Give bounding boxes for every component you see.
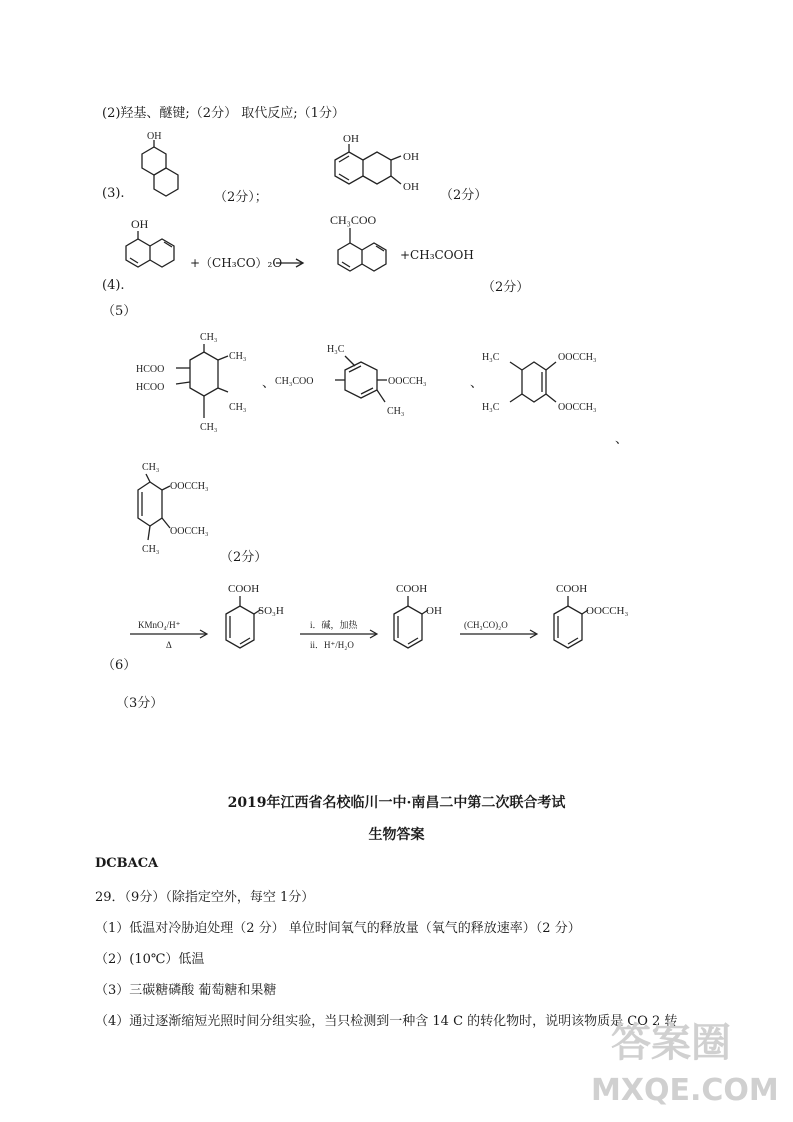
svg-text:OH: OH (403, 151, 419, 163)
svg-text:OOCCH₃: OOCCH₃ (558, 352, 597, 363)
chem-q5-label: （5） (102, 304, 137, 319)
svg-text:CH₃: CH₃ (200, 422, 218, 433)
dihydronaphthol-reactant-structure (118, 214, 188, 288)
svg-text:HCOO: HCOO (136, 382, 165, 393)
sulfobenzoic-acid-structure (212, 580, 297, 674)
isomer-2-structure (275, 340, 465, 429)
svg-text:CH₃: CH₃ (229, 351, 247, 362)
bio-answer-4: （4）通过逐渐缩短光照时间分组实验，当只检测到一种含 14 C 的转化物时，说明该物质是 CO 2 转 (95, 1014, 678, 1029)
chem-q3-score-a: （2分）； (214, 190, 268, 205)
salicylic-acid-structure (380, 580, 460, 674)
svg-text:KMnO₄/H⁺: KMnO₄/H⁺ (138, 620, 181, 630)
chem-q4-reagent: +（CH₃CO）₂O (190, 256, 283, 270)
svg-text:OH: OH (131, 217, 149, 231)
svg-text:OH: OH (147, 132, 162, 142)
chem-q6-label: （6） (102, 658, 137, 673)
isomer-separator-3: 、 (615, 432, 629, 447)
svg-text:H₃C: H₃C (482, 402, 500, 413)
svg-text:HCOO: HCOO (136, 364, 165, 375)
bio-answer-1: （1）低温对冷胁迫处理（2 分） 单位时间氧气的释放量（氧气的释放速率）（2 分） (95, 921, 581, 936)
isomer-3-structure (482, 340, 632, 424)
bio-subtitle: 生物答案 (368, 827, 425, 843)
svg-text:COOH: COOH (556, 583, 588, 595)
svg-text:SO₃H: SO₃H (258, 605, 284, 617)
naphthol-structure (122, 132, 192, 206)
svg-text:CH₃: CH₃ (387, 406, 405, 417)
svg-text:(CH₃CO)₂O: (CH₃CO)₂O (464, 620, 508, 630)
svg-text:OOCCH₃: OOCCH₃ (170, 526, 209, 537)
aspirin-structure (540, 580, 650, 674)
svg-text:i．碱，加热: i．碱，加热 (310, 620, 358, 630)
chem-q5-score: （2分） (220, 550, 268, 565)
svg-text:COOH: COOH (228, 583, 260, 595)
chem-q4-score: （2分） (482, 280, 530, 295)
svg-text:H₃C: H₃C (482, 352, 500, 363)
svg-text:ii．H⁺/H₂O: ii．H⁺/H₂O (310, 640, 354, 650)
bio-answer-3: （3）三碳糖磷酸 葡萄糖和果糖 (95, 983, 277, 998)
svg-text:OH: OH (403, 181, 419, 193)
arrow-kmno4 (130, 616, 210, 660)
arrow-acetylation (460, 616, 540, 650)
reaction-arrow (276, 254, 306, 273)
chem-q6-score: （3分） (116, 696, 164, 711)
svg-text:CH₃COO: CH₃COO (275, 376, 314, 387)
svg-text:OOCCH₃: OOCCH₃ (388, 376, 427, 387)
svg-text:MXQE.COM: MXQE.COM (591, 1073, 779, 1108)
chem-q3-score-b: （2分） (440, 188, 488, 203)
isomer-4-structure (128, 456, 228, 560)
bio-choices: DCBACA (95, 856, 159, 871)
svg-text:H₃C: H₃C (327, 344, 345, 355)
acetate-product-structure (330, 208, 410, 292)
svg-text:CH₃: CH₃ (142, 544, 160, 555)
bio-q29-header: 29．（9分）（除指定空外，每空 1分） (95, 890, 315, 905)
watermark-logo (581, 1004, 781, 1114)
svg-text:OOCCH₃: OOCCH₃ (586, 605, 629, 617)
chem-q4-label: (4). (102, 278, 125, 293)
bio-title: 2019年江西省名校临川一中·南昌二中第二次联合考试 (227, 795, 566, 811)
svg-text:CH₃: CH₃ (229, 402, 247, 413)
isomer-separator-1: 、 (262, 376, 276, 391)
chem-q4-byproduct: +CH₃COOH (400, 248, 474, 262)
svg-text:OOCCH₃: OOCCH₃ (170, 481, 209, 492)
svg-text:OOCCH₃: OOCCH₃ (558, 402, 597, 413)
isomer-1-structure (136, 328, 261, 442)
svg-text:COOH: COOH (396, 583, 428, 595)
svg-text:答案圈: 答案圈 (611, 1020, 731, 1066)
tetrahydronaphthalene-triol-structure (325, 130, 445, 209)
svg-text:CH₃: CH₃ (142, 462, 160, 473)
svg-text:OH: OH (426, 605, 442, 617)
chem-q3-label: (3). (102, 186, 125, 201)
arrow-hydrolysis (300, 616, 380, 660)
svg-text:OH: OH (343, 133, 359, 145)
bio-answer-2: （2）(10℃）低温 (95, 952, 205, 967)
svg-text:CH₃: CH₃ (200, 332, 218, 343)
svg-text:CH₃COO: CH₃COO (330, 213, 377, 227)
isomer-separator-2: 、 (470, 376, 484, 391)
chem-q2-answer: (2)羟基、醚键;（2分） 取代反应;（1分） (102, 106, 345, 121)
svg-text:Δ: Δ (166, 640, 172, 650)
